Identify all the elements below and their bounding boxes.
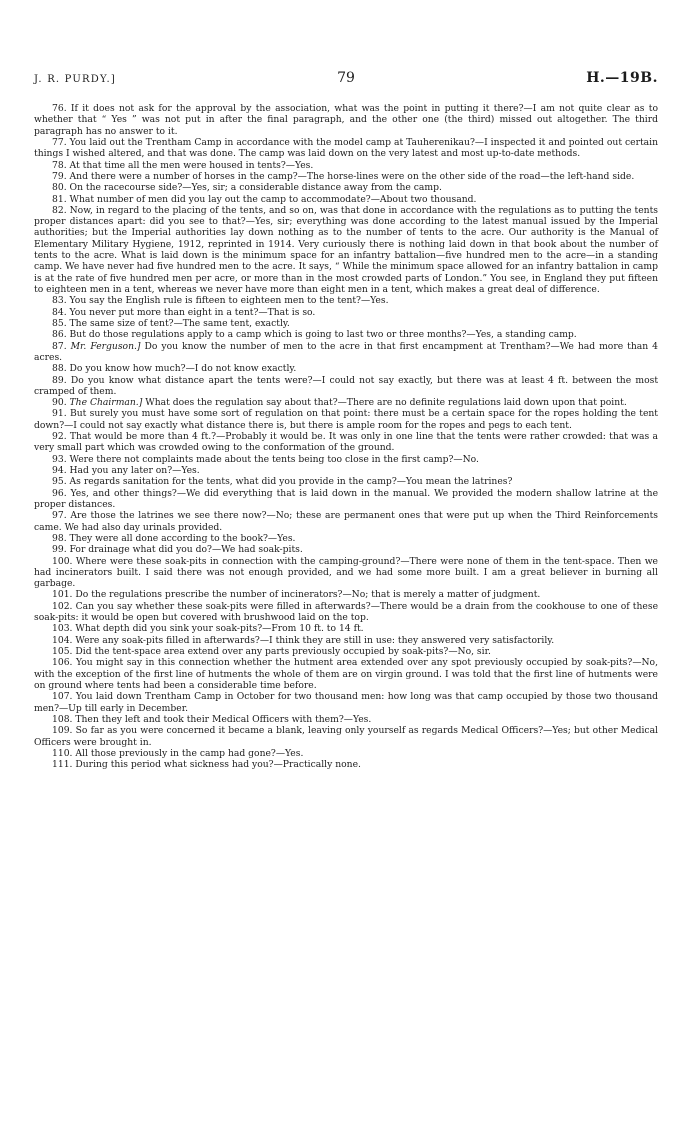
- question-answer-text: Then they left and took their Medical Officers with them?—Yes.: [75, 713, 372, 725]
- question-answer-text: If it does not ask for the approval by the association, what was the point in putting it there?—I am not quite clear as to whether that “ Yes ” was not put in after the final paragraph, and the other one (the third) missed out altogether. The third paragraph has no answer to it.: [34, 103, 658, 137]
- testimony-paragraph: [34, 748, 658, 759]
- question-number: 86.: [52, 329, 67, 341]
- question-answer-text: Are those the latrines we see there now?—No; these are permanent ones that were put up when the Third Reinforcements came. We had also day urinals provided.: [34, 510, 658, 533]
- question-number: 108.: [52, 713, 73, 725]
- question-number: 83.: [52, 295, 67, 307]
- testimony-paragraph: [34, 103, 658, 137]
- question-number: 90.: [52, 397, 67, 409]
- question-number: 79.: [52, 170, 67, 182]
- question-number: 104.: [52, 634, 73, 646]
- page-header: [34, 70, 658, 90]
- question-number: 97.: [52, 510, 67, 522]
- question-number: 82.: [52, 204, 67, 216]
- question-answer-text: You might say in this connection whether the hutment area extended over any spot previously occupied by soak-pits?—No, with the exception of the first line of hutments the whole of them are on virgin ground. I was told that the first line of hutments were on ground where tents had been a considerable time before.: [34, 657, 658, 691]
- testimony-paragraph: [34, 431, 658, 454]
- testimony-paragraph: [34, 714, 658, 725]
- testimony-paragraph: [34, 363, 658, 374]
- question-number: 88.: [52, 363, 67, 375]
- question-answer-text: You say the English rule is fifteen to eighteen men to the tent?—Yes.: [69, 295, 389, 307]
- question-answer-text: The same size of tent?—The same tent, exactly.: [69, 317, 290, 329]
- testimony-paragraph: [34, 182, 658, 193]
- question-answer-text: Were there not complaints made about the tents being too close in the first camp?—No.: [69, 453, 479, 465]
- question-number: 109.: [52, 725, 73, 737]
- testimony-paragraph: [34, 556, 658, 590]
- testimony-paragraph: [34, 589, 658, 600]
- question-answer-text: For drainage what did you do?—We had soak-pits.: [69, 544, 303, 556]
- testimony-paragraph: [34, 307, 658, 318]
- question-number: 106.: [52, 657, 73, 669]
- question-answer-text: As regards sanitation for the tents, what did you provide in the camp?—You mean the latrines?: [69, 476, 513, 488]
- question-number: 93.: [52, 453, 67, 465]
- question-number: 76.: [52, 103, 67, 114]
- question-answer-text: So far as you were concerned it became a blank, leaving only yourself as regards Medical Officers?—Yes; but other Medical Officers were brought in.: [34, 725, 658, 748]
- testimony-paragraph: [34, 375, 658, 398]
- testimony-paragraph: [34, 759, 658, 770]
- testimony-paragraph: [34, 465, 658, 476]
- testimony-paragraph: [34, 725, 658, 748]
- question-number: 102.: [52, 600, 73, 612]
- question-answer-text: What does the regulation say about that?—There are no definite regulations laid down upon that point.: [145, 397, 627, 409]
- testimony-paragraph: [34, 205, 658, 296]
- speaker-name: The Chairman.]: [69, 397, 143, 409]
- question-answer-text: All those previously in the camp had gone?—Yes.: [75, 747, 304, 759]
- testimony-paragraph: [34, 488, 658, 511]
- testimony-paragraph: [34, 318, 658, 329]
- question-answer-text: Do you know how much?—I do not know exactly.: [69, 363, 297, 375]
- question-number: 98.: [52, 532, 67, 544]
- testimony-paragraph: [34, 635, 658, 646]
- header-witness-name: J. R. PURDY.]: [34, 74, 116, 85]
- question-number: 110.: [52, 747, 73, 759]
- question-answer-text: Were any soak-pits filled in afterwards?—I think they are still in use: they answered very satisfactorily.: [75, 634, 555, 646]
- question-number: 103.: [52, 623, 73, 635]
- question-number: 91.: [52, 408, 67, 420]
- testimony-paragraph: [34, 691, 658, 714]
- question-number: 99.: [52, 544, 67, 556]
- question-number: 111.: [52, 759, 73, 771]
- testimony-paragraph: [34, 408, 658, 431]
- question-answer-text: Where were these soak-pits in connection with the camping-ground?—There were none of them in the tent-space. Then we had incinerators built. I said there was not enough provided, and we had some more built. I am a great believer in burning all garbage.: [34, 555, 658, 590]
- question-answer-text: What depth did you sink your soak-pits?—From 10 ft. to 14 ft.: [75, 623, 364, 635]
- question-number: 100.: [52, 555, 73, 567]
- question-answer-text: Had you any later on?—Yes.: [69, 465, 200, 476]
- question-answer-text: But do those regulations apply to a camp which is going to last two or three months?—Yes, a standing camp.: [69, 329, 577, 341]
- question-number: 84.: [52, 306, 67, 318]
- question-answer-text: Do you know what distance apart the tents were?—I could not say exactly, but there was at least 4 ft. between the most cramped of them.: [34, 374, 659, 397]
- testimony-paragraph: [34, 646, 658, 657]
- question-number: 80.: [52, 182, 67, 194]
- question-answer-text: Now, in regard to the placing of the tents, and so on, was that done in accordance with the regulations as to putting the tents proper distances apart: did you see to that?—Yes, sir; everything was done according to the latest manual issued by the Imperial authorities; but the Imperial authorities lay down nothing as to the number of tents to the acre. Our authority is the Manual of Elementary Military Hygiene, 1912, reprinted in 1914. Very curiously there is nothing laid down in that book about the number of tents to the acre. What is laid down is the minimum space for an infantry battalion—five hundred men to the acre—in a standing camp. We have never had five hundred men to the acre. It says, “ While the minimum space allowed for an infantry battalion in camp is at the rate of five hundred men per acre, or more than in the most crowded parts of London.” You see, in England they put fifteen to eighteen men in a tent, whereas we never have more than eight men in a tent, which makes a great deal of difference.: [34, 204, 658, 295]
- question-answer-text: That would be more than 4 ft.?—Probably it would be. It was only in one line that the tents were rather crowded: that was a very small part which was crowded owing to the conformation of the ground.: [34, 431, 658, 454]
- question-number: 87.: [52, 340, 67, 352]
- testimony-paragraph: [34, 171, 658, 182]
- testimony-paragraph: [34, 510, 658, 533]
- speaker-name: Mr. Ferguson.]: [70, 340, 141, 352]
- question-answer-text: Yes, and other things?—We did everything that is laid down in the manual. We provided the modern shallow latrine at the proper distances.: [34, 487, 659, 510]
- question-number: 95.: [52, 476, 67, 488]
- question-number: 89.: [52, 374, 67, 386]
- question-answer-text: You laid down Trentham Camp in October for two thousand men: how long was that camp occupied by those two thousand men?—Up till early in December.: [34, 691, 658, 714]
- question-number: 77.: [52, 136, 67, 148]
- question-number: 85.: [52, 317, 67, 329]
- question-number: 105.: [52, 646, 73, 657]
- testimony-paragraph: [34, 601, 658, 624]
- testimony-paragraph: [34, 295, 658, 306]
- question-answer-text: At that time all the men were housed in tents?—Yes.: [69, 159, 314, 171]
- testimony-paragraph: [34, 544, 658, 555]
- question-answer-text: On the racecourse side?—Yes, sir; a considerable distance away from the camp.: [69, 182, 442, 194]
- question-answer-text: Did the tent-space area extend over any parts previously occupied by soak-pits?—No, sir.: [75, 646, 491, 657]
- question-number: 101.: [52, 589, 73, 601]
- question-number: 78.: [52, 159, 67, 171]
- question-answer-text: You laid out the Trentham Camp in accordance with the model camp at Tauherenikau?—I inspected it and pointed out certain things I wished altered, and that was done. The camp was laid down on the very latest and most up-to-date methods.: [34, 136, 659, 160]
- question-number: 96.: [52, 487, 67, 499]
- question-answer-text: During this period what sickness had you?—Practically none.: [75, 759, 361, 771]
- document-reference: H.—19B.: [586, 70, 658, 86]
- question-answer-text: They were all done according to the book?—Yes.: [69, 532, 296, 544]
- question-answer-text: But surely you must have some sort of regulation on that point: there must be a certain space for the ropes holding the tent down?—I could not say exactly what distance there is, but there is ample room for the ropes and pegs to each tent.: [34, 408, 659, 431]
- testimony-body: [34, 103, 658, 770]
- question-number: 92.: [52, 431, 67, 443]
- testimony-paragraph: [34, 454, 658, 465]
- question-number: 94.: [52, 465, 67, 476]
- question-number: 107.: [52, 691, 73, 703]
- question-answer-text: Do the regulations prescribe the number of incinerators?—No; that is merely a matter of judgment.: [75, 589, 541, 601]
- testimony-paragraph: [34, 329, 658, 340]
- question-answer-text: Do you know the number of men to the acre in that first encampment at Trentham?—We had more than 4 acres.: [34, 340, 659, 363]
- question-number: 81.: [52, 193, 67, 205]
- question-answer-text: You never put more than eight in a tent?—That is so.: [69, 306, 316, 318]
- question-answer-text: And there were a number of horses in the camp?—The horse-lines were on the other side of the road—the left-hand side.: [69, 170, 635, 182]
- page-number: 79: [337, 70, 355, 86]
- testimony-paragraph: [34, 341, 658, 364]
- question-answer-text: Can you say whether these soak-pits were filled in afterwards?—There would be a drain from the cookhouse to one of these soak-pits: it would be open but covered with brushwood laid on the top.: [34, 600, 659, 624]
- testimony-paragraph: [34, 397, 658, 408]
- testimony-paragraph: [34, 194, 658, 205]
- testimony-paragraph: [34, 623, 658, 634]
- testimony-paragraph: [34, 533, 658, 544]
- testimony-paragraph: [34, 657, 658, 691]
- question-answer-text: What number of men did you lay out the camp to accommodate?—About two thousand.: [69, 193, 477, 205]
- testimony-paragraph: [34, 160, 658, 171]
- testimony-paragraph: [34, 137, 658, 160]
- testimony-paragraph: [34, 476, 658, 487]
